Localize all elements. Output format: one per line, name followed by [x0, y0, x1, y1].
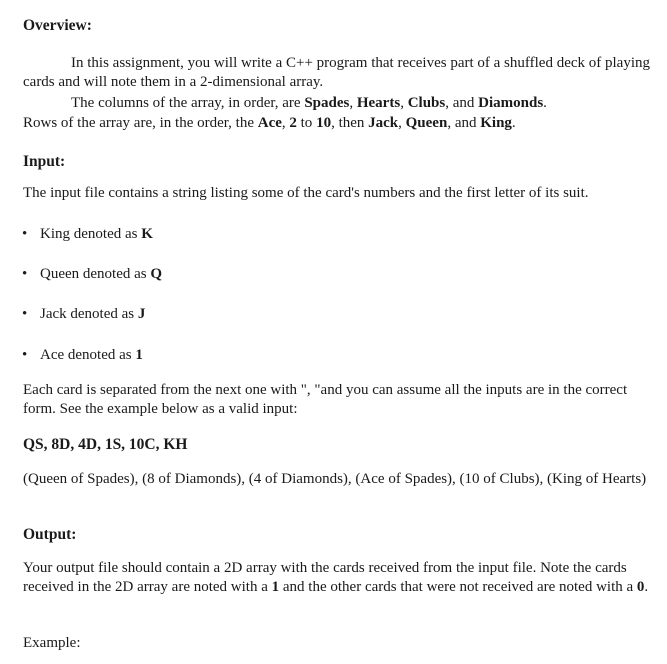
p3-ten: 10: [316, 115, 332, 131]
output-text-b: and the other cards that were not received are noted with a: [279, 579, 637, 595]
p2-diamonds: Diamonds: [478, 95, 544, 111]
p3-two: 2: [289, 115, 297, 131]
output-heading: Output:: [23, 526, 77, 543]
p3-queen: Queen: [405, 115, 448, 131]
bullet-code: K: [141, 226, 153, 242]
overview-paragraph-2: [23, 94, 653, 113]
bullet-code: 1: [135, 347, 143, 363]
output-one: 1: [271, 579, 280, 595]
separator-paragraph: Each card is separated from the next one with ", "and you can assume all the inputs are in the correct form. See the example below as a valid input:: [23, 382, 628, 417]
p3-end: .: [511, 115, 516, 131]
bullet-code: J: [137, 306, 146, 322]
p3-to: to: [296, 115, 317, 131]
p2-hearts: Hearts: [356, 95, 401, 111]
example-explanation: (Queen of Spades), (8 of Diamonds), (4 of Diamonds), (Ace of Spades), (10 of Clubs), (King of Hearts): [23, 471, 647, 487]
p3-king: King: [480, 115, 512, 131]
p2-spades: Spades: [304, 95, 350, 111]
output-zero: 0: [636, 579, 645, 595]
bullet-code: Q: [150, 266, 163, 282]
bullet-dot-icon: •: [22, 347, 28, 363]
p3-sep1: ,: [281, 115, 290, 131]
p3-then: , then: [331, 115, 369, 131]
p2-end: .: [543, 95, 547, 111]
p3-jack: Jack: [368, 115, 399, 131]
p3-sep2: ,: [398, 115, 406, 131]
p3-and: , and: [447, 115, 481, 131]
bullet-text: Queen denoted as: [40, 266, 151, 282]
bullet-text: Ace denoted as: [40, 347, 136, 363]
bullet-text: King denoted as: [40, 226, 142, 242]
bullet-dot-icon: •: [22, 226, 28, 242]
input-heading: Input:: [23, 153, 66, 170]
p2-text: The columns of the array, in order, are: [71, 95, 305, 111]
p2-sep2: ,: [400, 95, 408, 111]
example-input-string: QS, 8D, 4D, 1S, 10C, KH: [23, 436, 188, 453]
input-intro: The input file contains a string listing some of the card's numbers and the first letter of its suit.: [23, 185, 589, 201]
overview-paragraph-1: [23, 54, 653, 92]
p3-ace: Ace: [257, 115, 282, 131]
p2-sep1: ,: [349, 95, 357, 111]
bullet-dot-icon: •: [22, 266, 28, 282]
overview-paragraph-3: [23, 114, 653, 133]
output-paragraph: [23, 559, 653, 597]
example-label: Example:: [23, 635, 81, 651]
output-text-end: .: [644, 579, 649, 595]
p2-sep3: , and: [445, 95, 479, 111]
output-text-a: Your output file should contain a 2D array with the cards received from the input file. Note the cards received in the 2D array are noted with a: [23, 560, 627, 595]
p2-clubs: Clubs: [407, 95, 446, 111]
bullet-dot-icon: •: [22, 306, 28, 322]
overview-heading: Overview:: [23, 17, 92, 34]
p3-text: Rows of the array are, in the order, the: [23, 115, 258, 131]
bullet-text: Jack denoted as: [40, 306, 138, 322]
overview-paragraph-1-text: In this assignment, you will write a C++ program that receives part of a shuffled deck of playing cards and will note them in a 2-dimensional array.: [23, 55, 650, 90]
